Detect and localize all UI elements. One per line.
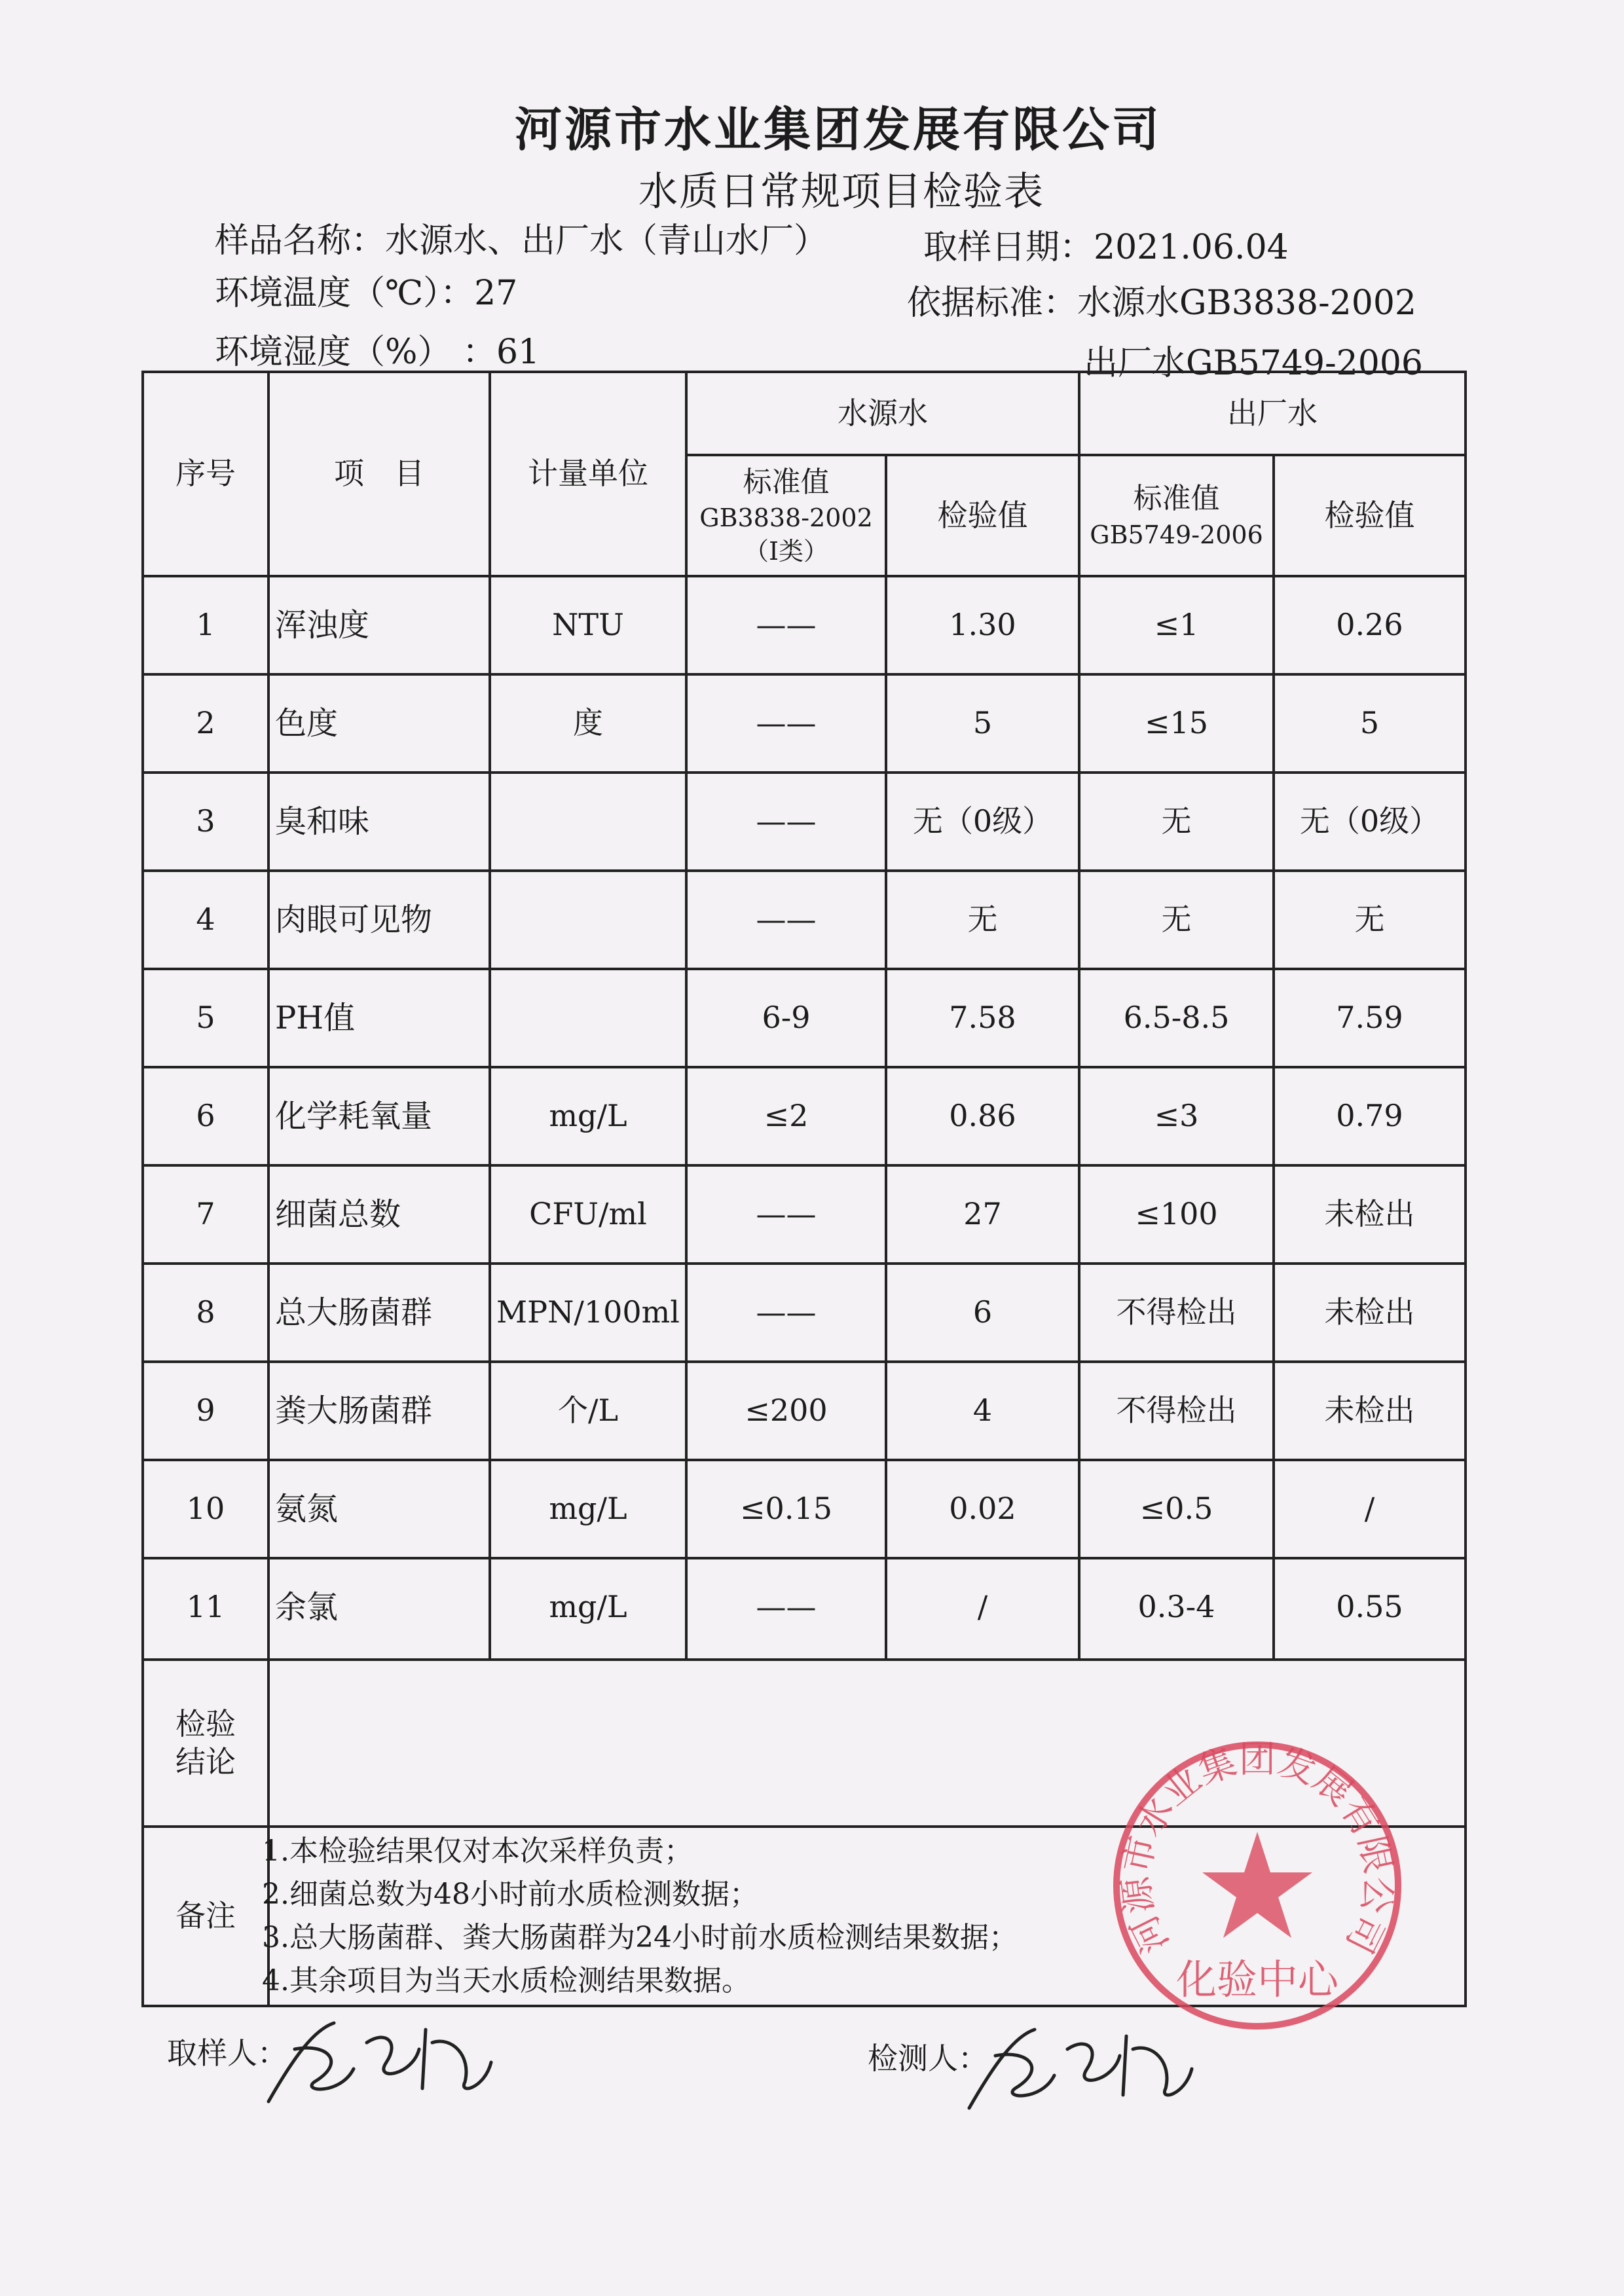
environment-humidity: 环境湿度（%） ：61 bbox=[215, 333, 540, 372]
environment-temperature: 环境温度（℃）：27 bbox=[215, 274, 518, 313]
row-unit: 个/L bbox=[557, 1393, 619, 1429]
row-plant-value: 0.79 bbox=[1336, 1098, 1403, 1134]
standard-plant-water: 出厂水GB5749-2006 bbox=[1084, 344, 1423, 383]
row-source-value: 27 bbox=[963, 1196, 1002, 1232]
sampler-label: 取样人： bbox=[167, 2035, 287, 2071]
row-plant-standard: 不得检出 bbox=[1116, 1294, 1237, 1330]
header-plant-standard-line1: 标准值 bbox=[1133, 482, 1220, 516]
row-source-value: 0.02 bbox=[949, 1491, 1016, 1527]
row-item-name: 余氯 bbox=[275, 1589, 339, 1626]
row-source-standard: —— bbox=[756, 1196, 817, 1232]
remark-4: 4.其余项目为当天水质检测结果数据。 bbox=[262, 1964, 750, 1997]
header-plant-water: 出厂水 bbox=[1227, 395, 1318, 431]
row-item-name: 臭和味 bbox=[275, 803, 370, 840]
row-item-name: 色度 bbox=[275, 705, 339, 742]
row-source-value: 无（0级） bbox=[912, 803, 1053, 839]
row-plant-standard: ≤15 bbox=[1144, 705, 1209, 741]
header-plant-standard bbox=[1079, 455, 1274, 576]
row-source-value: 0.86 bbox=[949, 1098, 1016, 1134]
conclusion-label-line1: 检验 bbox=[175, 1706, 236, 1741]
row-source-standard: ≤0.15 bbox=[740, 1491, 832, 1527]
row-plant-standard: 无 bbox=[1161, 902, 1192, 938]
row-seq: 1 bbox=[196, 607, 215, 643]
header-source-standard-line3: （Ⅰ类） bbox=[743, 537, 828, 566]
row-seq: 2 bbox=[196, 705, 215, 741]
row-seq: 11 bbox=[186, 1589, 225, 1625]
sample-name: 样品名称：水源水、出厂水（青山水厂） bbox=[215, 221, 828, 261]
row-source-standard: —— bbox=[756, 1589, 817, 1625]
row-seq: 9 bbox=[196, 1393, 215, 1429]
row-plant-value: 未检出 bbox=[1324, 1196, 1415, 1232]
sample-date: 取样日期：2021.06.04 bbox=[923, 228, 1289, 267]
header-source-value: 检验值 bbox=[937, 497, 1028, 533]
row-plant-standard: 6.5-8.5 bbox=[1123, 1000, 1230, 1036]
row-unit: NTU bbox=[552, 607, 624, 643]
header-plant-value: 检验值 bbox=[1324, 497, 1415, 533]
row-source-standard: —— bbox=[756, 902, 817, 938]
row-source-value: 5 bbox=[972, 705, 993, 741]
conclusion-label bbox=[143, 1660, 268, 1827]
remark-3: 3.总大肠菌群、粪大肠菌群为24小时前水质检测结果数据； bbox=[262, 1921, 1018, 1954]
row-source-standard: 6-9 bbox=[762, 1000, 811, 1036]
row-seq: 7 bbox=[196, 1196, 215, 1232]
row-seq: 3 bbox=[196, 803, 215, 839]
row-plant-standard: ≤1 bbox=[1154, 607, 1199, 643]
row-plant-standard: 不得检出 bbox=[1116, 1393, 1237, 1429]
row-unit: mg/L bbox=[549, 1491, 627, 1527]
row-unit: MPN/100ml bbox=[496, 1294, 680, 1330]
row-unit bbox=[490, 871, 686, 969]
row-source-standard: —— bbox=[756, 1294, 817, 1330]
row-seq: 4 bbox=[196, 902, 215, 938]
row-unit bbox=[490, 969, 686, 1067]
row-source-value: 7.58 bbox=[949, 1000, 1016, 1036]
header-source-standard-line2: GB3838-2002 bbox=[699, 503, 873, 532]
row-source-standard: ≤2 bbox=[764, 1098, 809, 1134]
row-source-value: / bbox=[977, 1589, 988, 1625]
row-plant-value: 0.26 bbox=[1336, 607, 1403, 643]
seal-star-icon bbox=[1202, 1832, 1312, 1938]
row-unit: mg/L bbox=[549, 1098, 627, 1134]
row-unit bbox=[490, 773, 686, 871]
tester-label: 检测人： bbox=[868, 2041, 988, 2076]
row-seq: 8 bbox=[196, 1294, 215, 1330]
row-item-name: 总大肠菌群 bbox=[275, 1294, 433, 1331]
header-source-standard-line1: 标准值 bbox=[743, 465, 830, 499]
row-source-standard: ≤200 bbox=[745, 1393, 828, 1429]
remark-2: 2.细菌总数为48小时前水质检测数据； bbox=[262, 1878, 758, 1911]
company-name: 河源市水业集团发展有限公司 bbox=[514, 102, 1162, 157]
row-plant-value: 无 bbox=[1354, 902, 1385, 938]
row-unit: 度 bbox=[573, 705, 603, 741]
row-item-name: 化学耗氧量 bbox=[275, 1098, 433, 1135]
row-plant-standard: 0.3-4 bbox=[1137, 1589, 1215, 1625]
remark-1: 1.本检验结果仅对本次采样负责； bbox=[262, 1834, 693, 1868]
row-item-name: 粪大肠菌群 bbox=[275, 1393, 433, 1429]
row-source-standard: —— bbox=[756, 705, 817, 741]
row-source-value: 6 bbox=[972, 1294, 993, 1330]
standard-source-water: 依据标准：水源水GB3838-2002 bbox=[907, 283, 1416, 323]
row-seq: 6 bbox=[196, 1098, 215, 1134]
row-plant-standard: ≤0.5 bbox=[1139, 1491, 1213, 1527]
official-seal bbox=[1107, 1735, 1408, 2036]
row-plant-value: 5 bbox=[1359, 705, 1380, 741]
header-item: 项 目 bbox=[334, 456, 424, 492]
row-item-name: 细菌总数 bbox=[275, 1196, 401, 1233]
seal-bottom-text: 化验中心 bbox=[1175, 1956, 1339, 2003]
seal-arc-text: 河源市水业集团发展有限公司 bbox=[1115, 1738, 1400, 1960]
row-plant-value: 未检出 bbox=[1324, 1393, 1415, 1429]
row-source-standard: —— bbox=[756, 607, 817, 643]
row-source-value: 无 bbox=[967, 902, 998, 938]
row-item-name: PH值 bbox=[275, 1000, 356, 1036]
row-item-name: 浑浊度 bbox=[275, 607, 370, 644]
row-item-name: 肉眼可见物 bbox=[275, 902, 433, 938]
row-seq: 10 bbox=[186, 1491, 225, 1527]
row-item-name: 氨氮 bbox=[275, 1491, 339, 1527]
row-seq: 5 bbox=[196, 1000, 215, 1036]
row-plant-value: / bbox=[1364, 1491, 1375, 1527]
header-plant-standard-line2: GB5749-2006 bbox=[1090, 520, 1263, 549]
tester-signature bbox=[956, 2010, 1205, 2128]
row-plant-standard: ≤100 bbox=[1135, 1196, 1218, 1232]
header-source-water: 水源水 bbox=[838, 395, 928, 431]
remarks-label: 备注 bbox=[175, 1898, 236, 1934]
row-unit: mg/L bbox=[549, 1589, 627, 1625]
row-source-value: 4 bbox=[972, 1393, 993, 1429]
header-seq: 序号 bbox=[175, 456, 236, 492]
header-unit: 计量单位 bbox=[528, 456, 648, 492]
row-plant-value: 7.59 bbox=[1336, 1000, 1403, 1036]
row-plant-value: 未检出 bbox=[1324, 1294, 1415, 1330]
row-unit: CFU/ml bbox=[529, 1196, 647, 1232]
conclusion-label-line2: 结论 bbox=[175, 1743, 236, 1779]
sampler-signature bbox=[255, 2003, 504, 2121]
header-source-standard bbox=[686, 455, 886, 576]
form-title: 水质日常规项目检验表 bbox=[638, 169, 1044, 215]
row-plant-standard: 无 bbox=[1161, 803, 1192, 839]
row-source-value: 1.30 bbox=[949, 607, 1016, 643]
row-plant-value: 0.55 bbox=[1336, 1589, 1403, 1625]
row-source-standard: —— bbox=[756, 803, 817, 839]
row-plant-standard: ≤3 bbox=[1154, 1098, 1199, 1134]
row-plant-value: 无（0级） bbox=[1299, 803, 1440, 839]
